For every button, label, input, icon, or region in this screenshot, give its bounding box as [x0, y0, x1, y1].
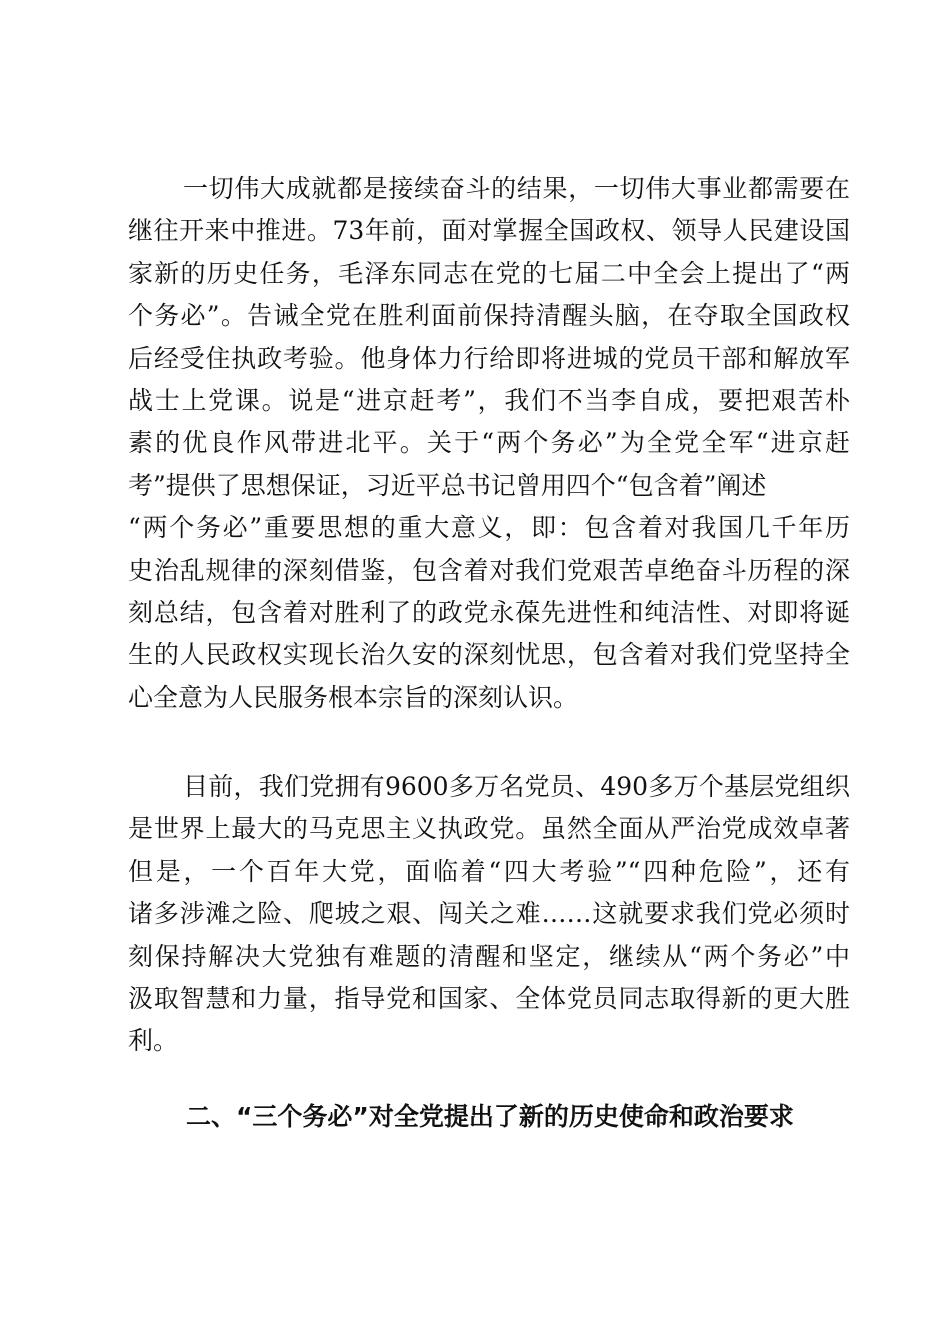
paragraph-line: 后经受住执政考验。他身体力行给即将进城的党员干部和解放军 [128, 343, 850, 373]
paragraph-line: 一切伟大成就都是接续奋斗的结果，一切伟大事业都需要在 [183, 174, 850, 203]
section-heading: 二、“三个务必”对全党提出了新的历史使命和政治要求 [186, 1102, 794, 1131]
paragraph-line: 个务必”。告诫全党在胜利面前保持清醒头脑，在夺取全国政权 [128, 301, 850, 331]
paragraph-line: 家新的历史任务，毛泽东同志在党的七届二中全会上提出了“两 [128, 258, 850, 288]
paragraph-line: 素的优良作风带进北平。关于“两个务必”为全党全军“进京赶 [128, 428, 850, 458]
paragraph-line: 战士上党课。说是“进京赶考”，我们不当李自成，要把艰苦朴 [128, 386, 850, 416]
paragraph-line: “两个务必”重要思想的重大意义，即：包含着对我国几千年历 [128, 513, 850, 543]
paragraph-line: 史治乱规律的深刻借鉴，包含着对我们党艰苦卓绝奋斗历程的深 [128, 555, 850, 585]
paragraph-line: 诸多涉滩之险、爬坡之艰、闯关之难……这就要求我们党必须时 [128, 899, 850, 929]
paragraph-line: 但是，一个百年大党，面临着“四大考验”“四种危险”，还有 [128, 856, 850, 886]
paragraph-two-musts-history [128, 168, 850, 719]
paragraph-line: 继往开来中推进。73年前，面对掌握全国政权、领导人民建设国 [128, 216, 850, 246]
paragraph-line: 汲取智慧和力量，指导党和国家、全体党员同志取得新的更大胜 [128, 984, 850, 1014]
paragraph-line: 刻总结，包含着对胜利了的政党永葆先进性和纯洁性、对即将诞 [128, 598, 850, 628]
paragraph-line: 利。 [128, 1026, 179, 1056]
paragraph-line: 刻保持解决大党独有难题的清醒和坚定，继续从“两个务必”中 [128, 941, 850, 971]
paragraph-line: 心全意为人民服务根本宗旨的深刻认识。 [128, 682, 579, 712]
paragraph-party-status [128, 766, 850, 1063]
paragraph-line: 生的人民政权实现长治久安的深刻忧思，包含着对我们党坚持全 [128, 640, 850, 670]
paragraph-line: 目前，我们党拥有9600多万名党员、490多万个基层党组织 [183, 772, 850, 801]
paragraph-line: 考”提供了思想保证，习近平总书记曾用四个“包含着”阐述 [128, 470, 767, 500]
paragraph-line: 是世界上最大的马克思主义执政党。虽然全面从严治党成效卓著 [128, 814, 850, 844]
